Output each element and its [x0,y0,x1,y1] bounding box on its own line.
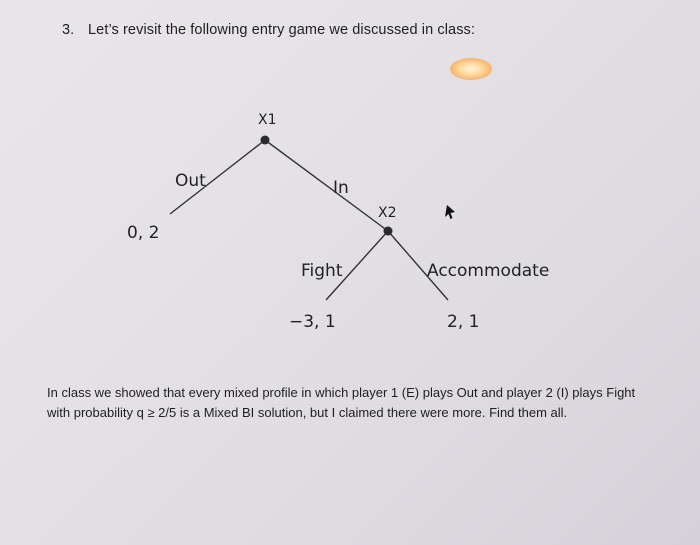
paragraph-line-1: In class we showed that every mixed profile in which player 1 (E) plays Out and player 2 (I) plays Fight [47,385,636,400]
decision-node-2 [384,227,393,236]
action-out-label: Out [175,171,206,191]
paragraph-line-2: with probability q ≥ 2/5 is a Mixed BI solution, but I claimed there were more. Find them all. [47,405,568,420]
action-in-label: In [333,178,349,198]
node-2-label: X2 [378,205,397,221]
edge-in [265,140,388,231]
problem-paragraph [47,383,667,423]
action-accommodate-label: Accommodate [427,261,550,281]
payoff-fight: −3, 1 [289,312,336,332]
payoff-out: 0, 2 [127,223,160,243]
cursor-icon [445,205,455,219]
node-1-label: X1 [258,112,277,128]
decision-node-1 [261,136,270,145]
action-fight-label: Fight [301,261,343,281]
question-number: 3. [62,22,75,38]
question-text: Let’s revisit the following entry game we discussed in class: [88,22,476,38]
payoff-accommodate: 2, 1 [447,312,480,332]
